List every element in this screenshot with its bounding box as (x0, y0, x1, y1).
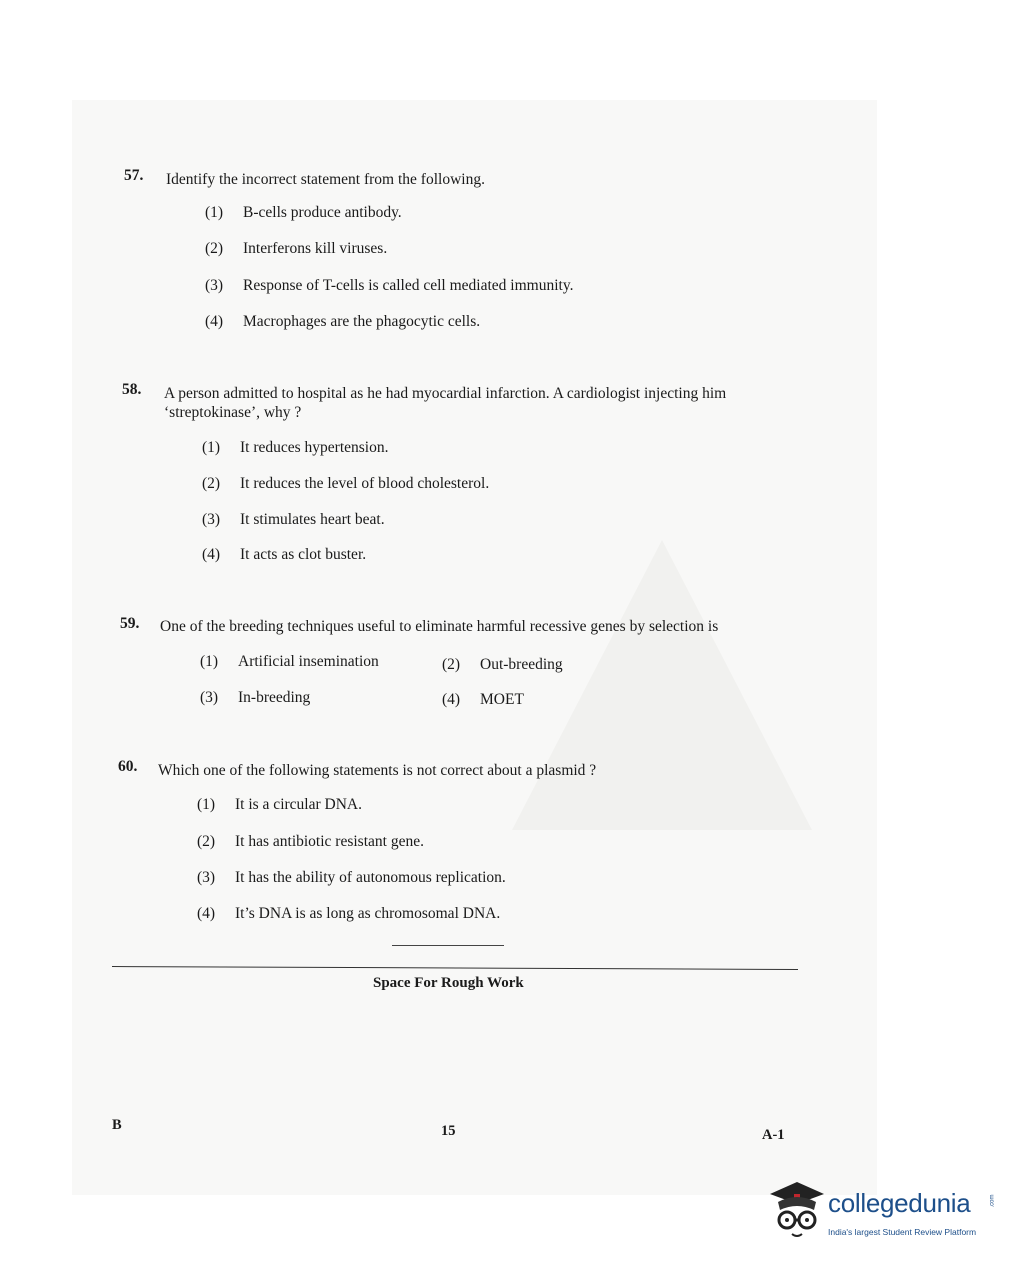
page-number: 15 (441, 1123, 456, 1139)
question-number: 57. (124, 167, 144, 184)
rough-work-label: Space For Rough Work (373, 975, 524, 991)
logo-wordmark: collegedunia (828, 1188, 971, 1218)
question-text: Which one of the following statements is not correct about a plasmid ? (158, 762, 597, 779)
question-number: 58. (122, 381, 142, 398)
background-watermark (512, 540, 812, 830)
question-text: A person admitted to hospital as he had myocardial infarction. A cardiologist injecting him ‘streptokinase’, why ? (164, 385, 727, 421)
exam-page-sheet (72, 100, 877, 1195)
question-number: 59. (120, 615, 140, 632)
question-text: Identify the incorrect statement from the following. (166, 171, 485, 188)
question-text: One of the breeding techniques useful to eliminate harmful recessive genes by selection is (160, 618, 719, 635)
logo-domain-suffix: .com (989, 1194, 996, 1208)
logo-tagline: India's largest Student Review Platform (828, 1227, 977, 1237)
footer-version: A-1 (762, 1127, 785, 1143)
mascot-icon (768, 1180, 826, 1242)
collegedunia-logo (768, 1180, 998, 1250)
question-number: 60. (118, 758, 138, 775)
end-of-questions-line (392, 945, 504, 946)
footer-booklet-code: B (112, 1117, 122, 1133)
